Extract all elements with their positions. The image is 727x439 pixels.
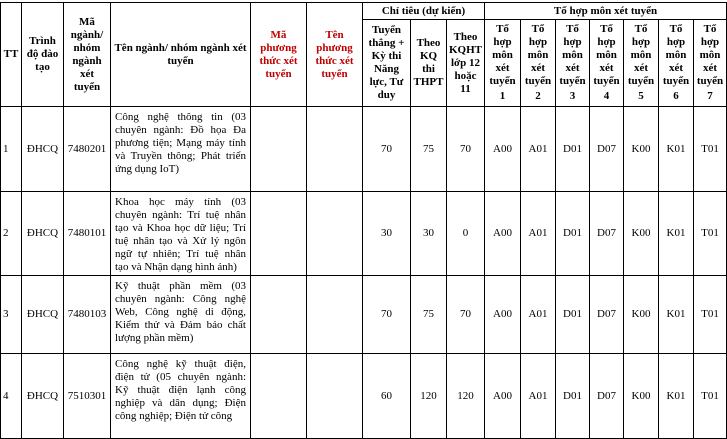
row-name: Công nghệ kỹ thuật điện, điện tử (05 chuyên ngành: Kỹ thuật điện lạnh công nghiệp và dân dụng; Điện công nghiệp; Điện tử công (111, 354, 251, 439)
row-combo-5: K00 (624, 192, 659, 276)
row-method-name (307, 354, 363, 439)
row-quota-direct: 60 (363, 354, 411, 439)
row-combo-7: T01 (694, 354, 727, 439)
row-combo-1: A00 (485, 107, 521, 192)
header-method-name: Tên phương thức xét tuyển (307, 3, 363, 107)
row-combo-4: D07 (590, 107, 624, 192)
row-combo-7: T01 (694, 276, 727, 354)
table-row (1, 192, 727, 276)
row-method-code (251, 276, 307, 354)
row-tt: 4 (1, 354, 22, 439)
row-tt: 3 (1, 276, 22, 354)
header-row-1 (1, 3, 727, 20)
header-major-name: Tên ngành/ nhóm ngành xét tuyển (111, 3, 251, 107)
row-quota-kqht: 120 (447, 354, 485, 439)
row-combo-3: D01 (556, 354, 590, 439)
header-combo-7: Tổ hợp môn xét tuyển 7 (694, 20, 727, 107)
header-quota-thpt: Theo KQ thi THPT (411, 20, 447, 107)
row-combo-3: D01 (556, 107, 590, 192)
header-combo-2: Tổ hợp môn xét tuyển 2 (521, 20, 556, 107)
row-combo-5: K00 (624, 354, 659, 439)
row-quota-direct: 70 (363, 276, 411, 354)
row-combo-5: K00 (624, 276, 659, 354)
header-combo-group: Tổ hợp môn xét tuyển (485, 3, 727, 20)
row-combo-1: A00 (485, 276, 521, 354)
row-code: 7480201 (64, 107, 111, 192)
header-combo-3: Tổ hợp môn xét tuyển 3 (556, 20, 590, 107)
row-method-code (251, 192, 307, 276)
row-method-name (307, 276, 363, 354)
row-combo-6: K01 (659, 276, 694, 354)
row-quota-direct: 70 (363, 107, 411, 192)
row-quota-thpt: 120 (411, 354, 447, 439)
row-combo-2: A01 (521, 354, 556, 439)
row-quota-thpt: 75 (411, 107, 447, 192)
header-quota-direct: Tuyển thẳng + Kỳ thi Năng lực, Tư duy (363, 20, 411, 107)
row-quota-thpt: 75 (411, 276, 447, 354)
row-method-code (251, 354, 307, 439)
row-combo-2: A01 (521, 192, 556, 276)
header-combo-5: Tổ hợp môn xét tuyển 5 (624, 20, 659, 107)
header-quota-kqht: Theo KQHT lớp 12 hoặc 11 (447, 20, 485, 107)
row-level: ĐHCQ (22, 276, 64, 354)
row-combo-7: T01 (694, 107, 727, 192)
row-combo-2: A01 (521, 276, 556, 354)
row-quota-kqht: 0 (447, 192, 485, 276)
header-combo-6: Tổ hợp môn xét tuyển 6 (659, 20, 694, 107)
row-level: ĐHCQ (22, 192, 64, 276)
table-row (1, 354, 727, 439)
header-method-code: Mã phương thức xét tuyển (251, 3, 307, 107)
row-method-name (307, 192, 363, 276)
row-tt: 2 (1, 192, 22, 276)
row-name: Khoa học máy tính (03 chuyên ngành: Trí tuệ nhân tạo và Khoa học dữ liệu; Trí tuệ nhân tạo và Xử lý ngôn ngữ tự nhiên; Trí tuệ nhân tạo và Nhận dạng hình ảnh) (111, 192, 251, 276)
row-combo-3: D01 (556, 192, 590, 276)
row-code: 7510301 (64, 354, 111, 439)
header-level: Trình độ đào tạo (22, 3, 64, 107)
header-tt: TT (1, 3, 22, 107)
row-combo-6: K01 (659, 354, 694, 439)
row-combo-4: D07 (590, 354, 624, 439)
row-combo-6: K01 (659, 107, 694, 192)
row-name: Kỹ thuật phần mềm (03 chuyên ngành: Công nghệ Web, Công nghệ di động, Kiểm thử và Đảm bảo chất lượng phần mềm) (111, 276, 251, 354)
row-combo-2: A01 (521, 107, 556, 192)
row-quota-direct: 30 (363, 192, 411, 276)
table-row (1, 107, 727, 192)
row-combo-3: D01 (556, 276, 590, 354)
row-code: 7480101 (64, 192, 111, 276)
row-combo-6: K01 (659, 192, 694, 276)
row-combo-7: T01 (694, 192, 727, 276)
header-quota-group: Chỉ tiêu (dự kiến) (363, 3, 485, 20)
row-tt: 1 (1, 107, 22, 192)
row-quota-thpt: 30 (411, 192, 447, 276)
row-method-code (251, 107, 307, 192)
row-level: ĐHCQ (22, 354, 64, 439)
row-combo-1: A00 (485, 192, 521, 276)
row-combo-1: A00 (485, 354, 521, 439)
header-combo-4: Tổ hợp môn xét tuyển 4 (590, 20, 624, 107)
row-method-name (307, 107, 363, 192)
row-combo-4: D07 (590, 276, 624, 354)
row-combo-4: D07 (590, 192, 624, 276)
table-row (1, 276, 727, 354)
header-major-code: Mã ngành/ nhóm ngành xét tuyển (64, 3, 111, 107)
header-combo-1: Tổ hợp môn xét tuyển 1 (485, 20, 521, 107)
admissions-table (0, 2, 727, 439)
row-code: 7480103 (64, 276, 111, 354)
row-name: Công nghệ thông tin (03 chuyên ngành: Đồ họa Đa phương tiện; Mạng máy tính và Truyền thông; Phát triển ứng dụng IoT) (111, 107, 251, 192)
row-quota-kqht: 70 (447, 107, 485, 192)
row-level: ĐHCQ (22, 107, 64, 192)
row-combo-5: K00 (624, 107, 659, 192)
row-quota-kqht: 70 (447, 276, 485, 354)
